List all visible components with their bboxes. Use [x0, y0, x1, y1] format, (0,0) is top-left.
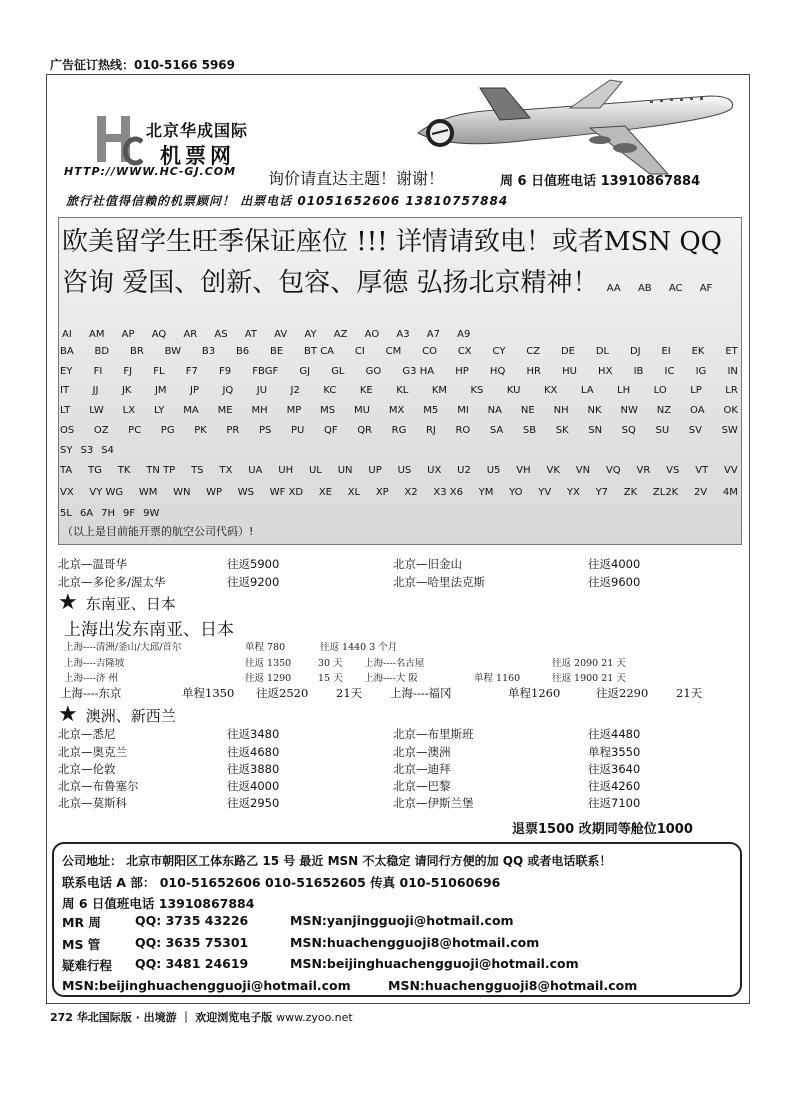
- hc-logo-icon: [95, 112, 143, 166]
- airline-code: RO: [455, 425, 471, 436]
- airline-code: AQ: [151, 329, 167, 340]
- airline-code: AP: [121, 329, 135, 340]
- airline-code: MU: [354, 405, 370, 416]
- promo-headline: 欧美留学生旺季保证座位 !!! 详情请致电！或者MSN QQ 咨询 爱国、创新、包容、厚德 弘扬北京精神！: [62, 227, 722, 298]
- airline-code: HU: [562, 366, 577, 377]
- airline-codes-row: [60, 508, 738, 519]
- airline-code: TK: [117, 465, 131, 476]
- airline-code: B3: [201, 346, 216, 357]
- route-name: 北京—多伦多/渥太华: [58, 575, 166, 589]
- route-name: 北京—哈里法克斯: [393, 575, 485, 589]
- agent-msn[interactable]: MSN:beijinghuachengguoji@hotmail.com: [290, 956, 579, 971]
- airline-code: BT CA: [304, 346, 335, 357]
- agent-name: 疑难行程: [62, 958, 113, 973]
- route-price: 单程3550: [588, 745, 641, 759]
- airline-code: ME: [217, 405, 233, 416]
- star-icon: ★: [58, 702, 78, 727]
- airline-code: YV: [538, 487, 552, 498]
- airline-code: PG: [160, 425, 175, 436]
- sh-route: 上海----清洲/釜山/大邱/首尔: [64, 642, 182, 653]
- sh-price: 往返2520: [256, 686, 309, 700]
- airline-code: MS: [320, 405, 336, 416]
- route-price: 往返4260: [588, 779, 641, 793]
- route-name: 北京—温哥华: [58, 557, 127, 571]
- airline-code: JJ: [92, 385, 99, 396]
- airline-code: KU: [506, 385, 521, 396]
- airline-code: A3: [396, 329, 410, 340]
- airline-code: LT: [60, 405, 71, 416]
- agent-qq[interactable]: QQ: 3735 43226: [135, 913, 249, 928]
- airline-code: J2: [290, 385, 300, 396]
- airline-code: S4: [101, 445, 114, 456]
- airline-code: OZ: [93, 425, 109, 436]
- airline-code: SV: [688, 425, 702, 436]
- airline-code: SN: [588, 425, 603, 436]
- airline-code: VQ: [605, 465, 621, 476]
- airline-code: LY: [154, 405, 165, 416]
- route-price: 往返3640: [588, 762, 641, 776]
- airline-code: JP: [190, 385, 199, 396]
- sh-route: 上海----福冈: [390, 686, 452, 700]
- sh-price: 单程 1160: [474, 673, 521, 684]
- sh-route: 上海----名古屋: [364, 658, 425, 669]
- sh-days: 21天: [336, 686, 363, 700]
- route-price: 往返7100: [588, 796, 641, 810]
- airline-code: A7: [426, 329, 440, 340]
- airline-code: SB: [522, 425, 537, 436]
- site-url[interactable]: HTTP://WWW.HC-GJ.COM: [64, 165, 237, 178]
- airline-code: 4M: [722, 487, 738, 498]
- airline-code: NW: [620, 405, 638, 416]
- msn-a[interactable]: MSN:beijinghuachengguoji@hotmail.com: [62, 978, 351, 993]
- airline-code: F7: [185, 366, 198, 377]
- airline-code: AF: [699, 283, 713, 294]
- airline-code: Y7: [595, 487, 609, 498]
- airline-code: S3: [80, 445, 94, 456]
- airline-code: QF: [323, 425, 338, 436]
- route-name: 北京—迪拜: [393, 762, 451, 776]
- airline-code: PK: [194, 425, 207, 436]
- airline-code: U2: [457, 465, 471, 476]
- airline-code: VH: [516, 465, 531, 476]
- airline-code: KM: [431, 385, 448, 396]
- airline-code: NH: [553, 405, 569, 416]
- airline-code: TG: [88, 465, 102, 476]
- airline-code: HR: [526, 366, 541, 377]
- airline-code: BE: [270, 346, 284, 357]
- airline-code: AC: [668, 283, 683, 294]
- route-name: 北京—奥克兰: [58, 745, 127, 759]
- airline-code: FJ: [123, 366, 133, 377]
- airline-code: VX: [60, 487, 74, 498]
- airline-code: U5: [486, 465, 501, 476]
- airline-code: AZ: [333, 329, 348, 340]
- sh-price: 往返2290: [596, 686, 649, 700]
- airline-code: KS: [470, 385, 484, 396]
- airline-code: AA: [606, 283, 621, 294]
- footer-text: 华北国际版 · 出境游 ｜ 欢迎浏览电子版: [76, 1011, 273, 1024]
- airline-code: RJ: [425, 425, 436, 436]
- route-name: 北京—布里斯班: [393, 727, 474, 741]
- airline-code: WM: [138, 487, 158, 498]
- airline-code: XP: [375, 487, 389, 498]
- airline-code: RG: [391, 425, 407, 436]
- airline-code: CO: [422, 346, 437, 357]
- airline-code: HP: [455, 366, 469, 377]
- route-name: 北京—悉尼: [58, 727, 116, 741]
- airline-code: 9F: [123, 508, 136, 519]
- airline-code: JQ: [222, 385, 234, 396]
- ad-hotline: 广告征订热线：010-5166 5969: [50, 58, 236, 72]
- airline-code: PC: [128, 425, 142, 436]
- airplane-icon: [410, 78, 740, 178]
- airline-code: SY: [60, 445, 73, 456]
- route-price: 往返4480: [588, 727, 641, 741]
- route-name: 北京—布鲁塞尔: [58, 779, 139, 793]
- airline-code: KC: [323, 385, 337, 396]
- airline-code: LO: [653, 385, 667, 396]
- inquiry-text: 询价请直达主题！谢谢！: [268, 169, 445, 188]
- brand-sub: 机票网: [160, 143, 235, 168]
- airline-code: OS: [60, 425, 75, 436]
- route-price: 往返3880: [227, 762, 280, 776]
- brand-name: 北京华成国际: [146, 121, 249, 140]
- airline-code: VS: [666, 465, 680, 476]
- airline-code: VT: [695, 465, 709, 476]
- airline-code: MA: [183, 405, 199, 416]
- airline-code: M5: [423, 405, 439, 416]
- sh-price: 单程 780: [245, 642, 286, 653]
- airline-code: CM: [385, 346, 402, 357]
- sh-price: 往返 1350: [245, 658, 292, 669]
- route-price: 往返9200: [227, 575, 280, 589]
- page-number: 272: [50, 1011, 73, 1024]
- airline-code: KX: [543, 385, 558, 396]
- sh-route: 上海----东京: [60, 686, 122, 700]
- route-price: 往返4000: [227, 779, 280, 793]
- airline-code: JK: [121, 385, 132, 396]
- airline-code: VR: [636, 465, 651, 476]
- sh-route: 上海----济 州: [64, 673, 118, 684]
- airline-code: IG: [695, 366, 707, 377]
- airline-code: GJ: [299, 366, 311, 377]
- airline-code: BD: [94, 346, 110, 357]
- airline-code: HX: [598, 366, 613, 377]
- airline-code: LW: [89, 405, 104, 416]
- airline-code: IB: [633, 366, 644, 377]
- sh-days: 21天: [676, 686, 703, 700]
- airline-code: F9: [219, 366, 232, 377]
- airline-code: MX: [388, 405, 405, 416]
- airline-code: X2: [404, 487, 418, 498]
- star-icon: ★: [58, 590, 78, 615]
- airline-code: UA: [248, 465, 263, 476]
- route-price: 往返3480: [227, 727, 280, 741]
- airline-code: LX: [122, 405, 136, 416]
- airline-code: UX: [427, 465, 442, 476]
- airline-code: QR: [357, 425, 373, 436]
- refund-policy: 退票1500 改期同等舱位1000: [512, 822, 693, 837]
- section-au-title: 澳洲、新西兰: [85, 706, 176, 725]
- route-price: 往返4000: [588, 557, 641, 571]
- sh-route: 上海----吉隆坡: [64, 658, 125, 669]
- airline-code: EK: [691, 346, 705, 357]
- sh-price: 往返 2090 21 天: [552, 658, 626, 669]
- sh-price: 单程1260: [508, 686, 561, 700]
- airline-code: EI: [661, 346, 671, 357]
- airline-code: BR: [129, 346, 144, 357]
- airline-code: MH: [251, 405, 268, 416]
- airline-codes-row: [60, 346, 738, 357]
- route-price: 往返2950: [227, 796, 280, 810]
- airline-code: GL: [331, 366, 345, 377]
- airline-code: 2V: [693, 487, 708, 498]
- airline-code: NZ: [656, 405, 672, 416]
- airline-code: WS: [237, 487, 255, 498]
- airline-code: FL: [153, 366, 165, 377]
- airline-code: LP: [690, 385, 702, 396]
- sh-route: 上海----大 阪: [364, 673, 418, 684]
- airline-code: YX: [566, 487, 580, 498]
- airline-code: UP: [368, 465, 382, 476]
- agent-qq[interactable]: QQ: 3635 75301: [135, 935, 249, 950]
- airline-code: WN: [173, 487, 191, 498]
- airline-code: VN: [575, 465, 591, 476]
- sh-price: 单程1350: [182, 686, 235, 700]
- airline-code: OA: [690, 405, 705, 416]
- airline-code: VK: [546, 465, 560, 476]
- airline-code: AI: [62, 329, 72, 340]
- contact-phone: 联系电话 A 部： 010-51652606 010-51652605 传真 010-51060696: [62, 875, 501, 890]
- airline-code: MP: [286, 405, 302, 416]
- airline-code: TX: [219, 465, 233, 476]
- airline-code: LA: [580, 385, 594, 396]
- airline-code: AV: [274, 329, 288, 340]
- airline-code: UH: [278, 465, 294, 476]
- sh-days: 15 天: [318, 673, 343, 684]
- airline-code: JU: [256, 385, 268, 396]
- airline-code: DL: [595, 346, 610, 357]
- agent-msn[interactable]: MSN:huachengguoji8@hotmail.com: [290, 935, 540, 950]
- airline-code: G3 HA: [402, 366, 435, 377]
- route-price: 往返9600: [588, 575, 641, 589]
- airline-code: 6A: [79, 508, 94, 519]
- duty-phone: 周 6 日值班电话 13910867884: [500, 174, 701, 189]
- airline-code: PU: [290, 425, 305, 436]
- airline-code: IT: [60, 385, 70, 396]
- airline-code: AO: [364, 329, 380, 340]
- airline-code: BW: [164, 346, 182, 357]
- airline-code: US: [397, 465, 412, 476]
- airline-code: OK: [723, 405, 738, 416]
- sh-price: 往返 1440 3 个月: [320, 642, 398, 653]
- sh-price: 往返 1290: [245, 673, 292, 684]
- airline-code: MI: [457, 405, 469, 416]
- airline-code: LH: [617, 385, 631, 396]
- airline-code: AR: [183, 329, 198, 340]
- airline-code: KL: [396, 385, 409, 396]
- footer-url[interactable]: www.zyoo.net: [276, 1011, 353, 1024]
- airline-code: X3 X6: [433, 487, 463, 498]
- route-price: 往返5900: [227, 557, 280, 571]
- airline-code: SW: [721, 425, 738, 436]
- airline-codes-row: [60, 405, 738, 416]
- airline-code: CX: [457, 346, 472, 357]
- agent-name: MS 管: [62, 937, 101, 952]
- airline-codes-row: [60, 385, 738, 396]
- airline-code: NA: [487, 405, 502, 416]
- route-price: 往返4680: [227, 745, 280, 759]
- airline-code: XL: [347, 487, 361, 498]
- airline-code: GO: [365, 366, 382, 377]
- airline-code: XE: [318, 487, 332, 498]
- airline-code: EY: [60, 366, 73, 377]
- airline-code: TS: [191, 465, 204, 476]
- promo-text: [62, 222, 738, 355]
- route-name: 北京—巴黎: [393, 779, 451, 793]
- msn-b[interactable]: MSN:huachengguoji8@hotmail.com: [388, 978, 638, 993]
- route-name: 北京—伦敦: [58, 762, 116, 776]
- airline-code: UN: [337, 465, 353, 476]
- airline-code: 7H: [101, 508, 116, 519]
- airline-code: SU: [655, 425, 670, 436]
- airline-code: YO: [509, 487, 523, 498]
- sh-days: 30 天: [318, 658, 343, 669]
- airline-codes-row: [60, 445, 738, 456]
- route-name: 北京—伊斯兰堡: [393, 796, 474, 810]
- airline-code: NK: [587, 405, 602, 416]
- airline-code: ET: [725, 346, 738, 357]
- airline-code: SK: [555, 425, 569, 436]
- airline-code: VY WG: [89, 487, 124, 498]
- airline-code: ZK: [623, 487, 638, 498]
- airline-code: CI: [354, 346, 365, 357]
- airline-code: YM: [478, 487, 494, 498]
- route-name: 北京—澳洲: [393, 745, 451, 759]
- airline-code: DJ: [629, 346, 641, 357]
- airline-code: FI: [93, 366, 103, 377]
- airline-codes-row: [60, 366, 738, 377]
- airline-code: DE: [560, 346, 575, 357]
- airline-code: JM: [154, 385, 167, 396]
- airline-code: ZL2K: [652, 487, 679, 498]
- agent-qq[interactable]: QQ: 3481 24619: [135, 956, 249, 971]
- airline-code: CZ: [526, 346, 541, 357]
- airline-codes-row: [60, 487, 738, 498]
- airline-code: FBGF: [252, 366, 279, 377]
- sh-price: 往返 1900 21 天: [552, 673, 626, 684]
- airline-code: AM: [88, 329, 105, 340]
- airline-code: HQ: [489, 366, 506, 377]
- airline-code: PR: [226, 425, 240, 436]
- sh-row: [64, 639, 181, 653]
- airline-code: TA: [60, 465, 73, 476]
- airline-code: AY: [304, 329, 317, 340]
- contact-duty: 周 6 日值班电话 13910867884: [62, 896, 255, 911]
- contact-address: 公司地址： 北京市朝阳区工体东路乙 15 号 最近 MSN 不太稳定 请同行方便的加 QQ 或者电话联系！: [62, 854, 612, 868]
- airline-code: CY: [492, 346, 506, 357]
- airline-codes-row: [60, 425, 738, 436]
- airline-note: （以上是目前能开票的航空公司代码）!: [62, 525, 254, 538]
- airline-code: SQ: [621, 425, 636, 436]
- airline-code: AS AT: [214, 329, 257, 340]
- slogan: 旅行社值得信赖的机票顾问！ 出票电话 01051652606 13810757884: [66, 194, 509, 208]
- shanghai-title: 上海出发东南亚、日本: [64, 620, 234, 640]
- airline-code: KE: [359, 385, 373, 396]
- section-au: [58, 704, 176, 726]
- airline-code: TN TP: [146, 465, 176, 476]
- airline-code: PS: [258, 425, 272, 436]
- airline-code: WP: [206, 487, 223, 498]
- page-footer: [50, 1009, 353, 1025]
- airline-code: A9: [457, 329, 471, 340]
- airline-code: BA: [60, 346, 74, 357]
- airline-code: IC: [664, 366, 675, 377]
- airline-code: WF XD: [269, 487, 304, 498]
- section-sea: [58, 592, 176, 614]
- airline-code: LR: [725, 385, 738, 396]
- route-name: 北京—莫斯科: [58, 796, 127, 810]
- airline-code: IN: [727, 366, 738, 377]
- airline-code: UL: [308, 465, 322, 476]
- airline-code: B6: [235, 346, 250, 357]
- airline-codes-row: [60, 465, 738, 476]
- airline-code: VV: [724, 465, 738, 476]
- agent-name: MR 周: [62, 915, 101, 930]
- airline-code: NE: [520, 405, 535, 416]
- airline-code: 9W: [143, 508, 160, 519]
- airline-code: 5L: [60, 508, 72, 519]
- agent-msn[interactable]: MSN:yanjingguoji@hotmail.com: [290, 913, 514, 928]
- airline-code: AB: [637, 283, 652, 294]
- route-name: 北京—旧金山: [393, 557, 462, 571]
- airline-code: SA: [489, 425, 504, 436]
- section-sea-title: 东南亚、日本: [85, 594, 176, 613]
